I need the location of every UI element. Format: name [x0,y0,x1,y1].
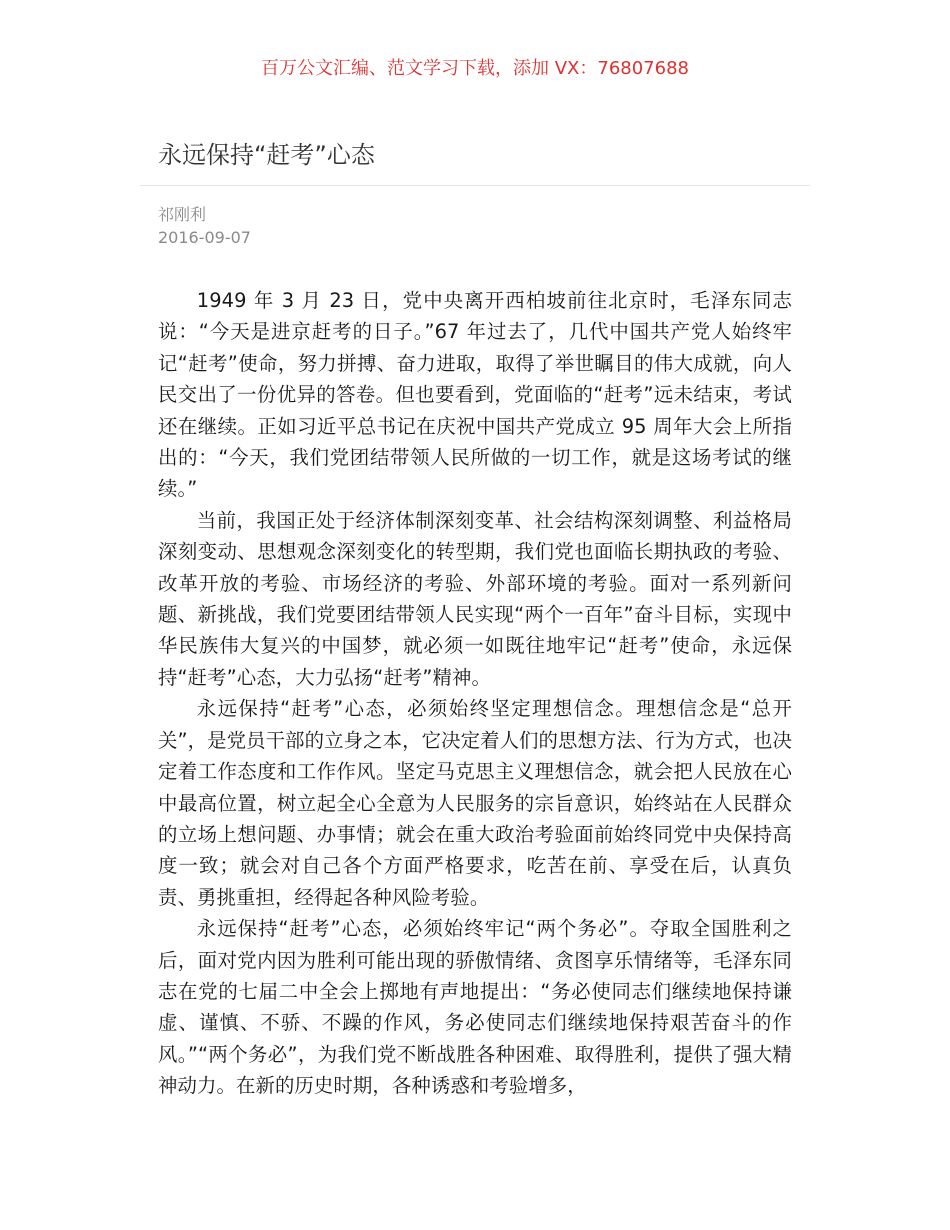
article-title: 永远保持“赶考”心态 [158,141,375,169]
article-author: 祁刚利 [158,205,207,224]
article-paragraph: 1949 年 3 月 23 日，党中央离开西柏坡前往北京时，毛泽东同志说：“今天是进京赶考的日子。”67 年过去了，几代中国共产党人始终牢记“赶考”使命，努力拼搏、奋力进取，取得了举世瞩目的伟大成就，向人民交出了一份优异的答卷。但也要看到，党面临的“赶考”远未结束，考试还在继续。正如习近平总书记在庆祝中国共产党成立 95 周年大会上所指出的：“今天，我们党团结带领人民所做的一切工作，就是这场考试的继续。” [158,289,792,501]
article-date: 2016-09-07 [158,228,251,247]
article-paragraph: 永远保持“赶考”心态，必须始终牢记“两个务必”。夺取全国胜利之后，面对党内因为胜利可能出现的骄傲情绪、贪图享乐情绪等，毛泽东同志在党的七届二中全会上掷地有声地提出：“务必使同志们继续地保持谦虚、谨慎、不骄、不躁的作风，务必使同志们继续地保持艰苦奋斗的作风。”“两个务必”，为我们党不断战胜各种困难、取得胜利，提供了强大精神动力。在新的历史时期，各种诱惑和考验增多， [158,917,792,1098]
article-meta [158,203,251,249]
title-divider [140,185,810,186]
article-paragraph: 当前，我国正处于经济体制深刻变革、社会结构深刻调整、利益格局深刻变动、思想观念深刻变化的转型期，我们党也面临长期执政的考验、改革开放的考验、市场经济的考验、外部环境的考验。面对一系列新问题、新挑战，我们党要团结带领人民实现“两个一百年”奋斗目标，实现中华民族伟大复兴的中国梦，就必须一如既往地牢记“赶考”使命，永远保持“赶考”心态，大力弘扬“赶考”精神。 [158,508,792,689]
article-paragraph: 永远保持“赶考”心态，必须始终坚定理想信念。理想信念是“总开关”，是党员干部的立身之本，它决定着人们的思想方法、行为方式，也决定着工作态度和工作作风。坚定马克思主义理想信念，就会把人民放在心中最高位置，树立起全心全意为人民服务的宗旨意识，始终站在人民群众的立场上想问题、办事情；就会在重大政治考验面前始终同党中央保持高度一致；就会对自己各个方面严格要求，吃苦在前、享受在后，认真负责、勇挑重担，经得起各种风险考验。 [158,697,792,909]
promo-banner: 百万公文汇编、范文学习下载，添加 VX：76807688 [261,58,689,79]
article-body [158,285,792,1102]
